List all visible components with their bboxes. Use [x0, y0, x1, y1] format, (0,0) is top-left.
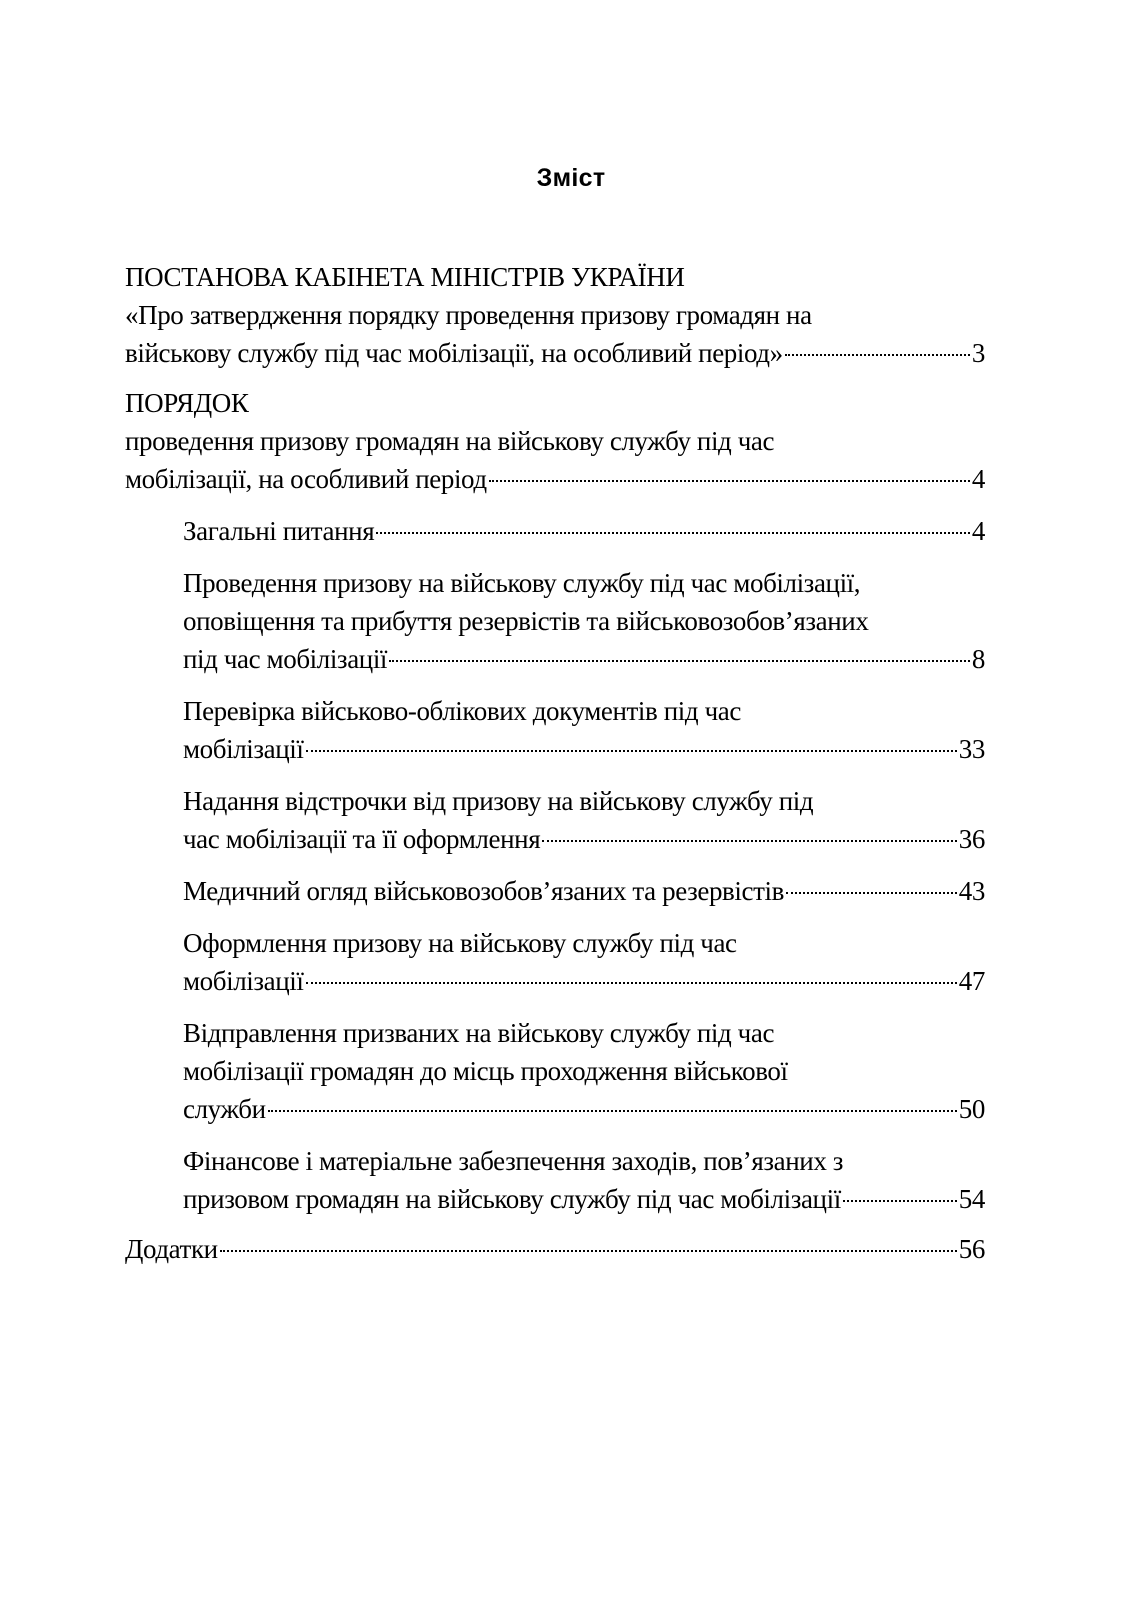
toc-entry-line: ПОСТАНОВА КАБІНЕТА МІНІСТРІВ УКРАЇНИ	[125, 262, 685, 292]
dot-leader	[843, 1200, 957, 1202]
toc-entry-line: Оформлення призову на військову службу під час	[183, 928, 737, 958]
toc-page-number: 47	[958, 966, 985, 996]
toc-entry-text: мобілізації, на особливий період	[125, 464, 487, 494]
toc-page-number: 56	[958, 1234, 985, 1264]
toc-entry-text: Додатки	[125, 1234, 218, 1264]
toc-page-number: 36	[958, 824, 985, 854]
toc-entry-appendices[interactable]	[125, 1230, 985, 1268]
table-of-contents	[125, 258, 985, 1268]
toc-entry-text: час мобілізації та її оформлення	[183, 824, 541, 854]
toc-page-number: 3	[971, 338, 985, 368]
toc-entry-document-check[interactable]	[125, 692, 985, 768]
toc-entry-text: служби	[183, 1094, 266, 1124]
dot-leader	[220, 1250, 957, 1252]
toc-entry-line: проведення призову громадян на військову службу під час	[125, 426, 775, 456]
toc-entry-text: під час мобілізації	[183, 644, 388, 674]
toc-page-number: 4	[971, 464, 985, 494]
toc-entry-general-questions[interactable]	[125, 512, 985, 550]
dot-leader	[268, 1110, 957, 1112]
dot-leader	[306, 750, 957, 752]
dot-leader	[785, 354, 970, 356]
dot-leader	[306, 982, 957, 984]
toc-entry-line: Відправлення призваних на військову службу під час	[183, 1018, 775, 1048]
toc-entry-line: мобілізації громадян до місць проходження військової	[183, 1056, 788, 1086]
toc-page-number: 4	[971, 516, 985, 546]
toc-entry-line: Надання відстрочки від призову на військову службу під	[183, 786, 814, 816]
page-title: Зміст	[536, 164, 606, 192]
toc-entry-line: оповіщення та прибуття резервістів та військовозобов’язаних	[183, 606, 869, 636]
dot-leader	[376, 532, 970, 534]
toc-page-number: 33	[958, 734, 985, 764]
toc-entry-financial-support[interactable]	[125, 1142, 985, 1218]
toc-entry-text: Загальні питання	[183, 516, 375, 546]
toc-page-number: 8	[971, 644, 985, 674]
toc-page-number: 54	[958, 1184, 985, 1214]
toc-entry-text: Медичний огляд військовозобов’язаних та резервістів	[183, 876, 784, 906]
toc-entry-line: «Про затвердження порядку проведення призову громадян на	[125, 300, 812, 330]
toc-entry-medical-exam[interactable]	[125, 872, 985, 910]
dot-leader	[489, 480, 970, 482]
toc-entry-line: Фінансове і матеріальне забезпечення заходів, пов’язаних з	[183, 1146, 844, 1176]
toc-entry-conscription-registration[interactable]	[125, 924, 985, 1000]
toc-entry-line: Перевірка військово-облікових документів під час	[183, 696, 741, 726]
toc-entry-text: призовом громадян на військову службу під час мобілізації	[183, 1184, 841, 1214]
dot-leader	[542, 840, 957, 842]
toc-entry-poriadok[interactable]	[125, 384, 985, 498]
toc-entry-line: ПОРЯДОК	[125, 388, 249, 418]
toc-page-number: 43	[958, 876, 985, 906]
dot-leader	[389, 660, 970, 662]
toc-entry-text: військову службу під час мобілізації, на особливий період»	[125, 338, 783, 368]
toc-entry-deferment[interactable]	[125, 782, 985, 858]
dot-leader	[786, 892, 957, 894]
toc-entry-line: Проведення призову на військову службу під час мобілізації,	[183, 568, 861, 598]
toc-entry-text: мобілізації	[183, 966, 304, 996]
toc-entry-text: мобілізації	[183, 734, 304, 764]
toc-page-number: 50	[958, 1094, 985, 1124]
toc-entry-dispatch[interactable]	[125, 1014, 985, 1128]
toc-entry-conscription-notification[interactable]	[125, 564, 985, 678]
toc-entry-postanova[interactable]	[125, 258, 985, 372]
